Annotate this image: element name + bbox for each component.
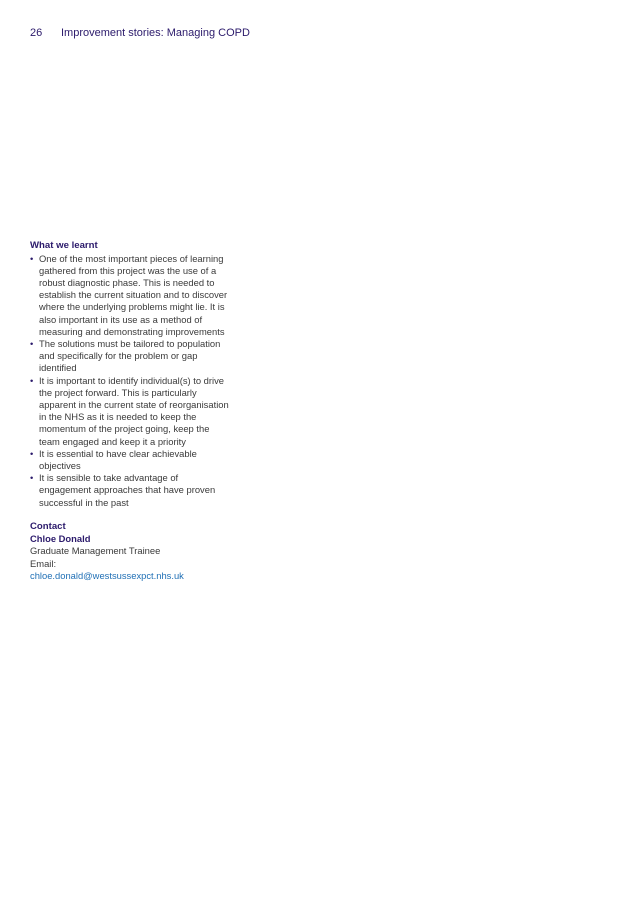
- bullet-icon: •: [30, 374, 34, 386]
- bullet-icon: •: [30, 447, 34, 459]
- list-item-text: It is essential to have clear achievable objectives: [39, 447, 197, 471]
- list-item: [30, 253, 230, 338]
- bullet-icon: •: [30, 472, 34, 484]
- learnt-list: [30, 253, 230, 509]
- list-item: [30, 448, 230, 472]
- bullet-icon: •: [30, 252, 34, 264]
- page-number: 26: [30, 27, 43, 39]
- list-item-text: The solutions must be tailored to population and specifically for the problem or gap identified: [39, 337, 221, 374]
- contact-email-link[interactable]: chloe.donald@westsussexpct.nhs.uk: [30, 569, 184, 581]
- page-header: [30, 27, 250, 39]
- contact-role: Graduate Management Trainee: [30, 545, 161, 557]
- list-item: [30, 375, 230, 448]
- contact-block: [30, 521, 230, 582]
- list-item: [30, 338, 230, 375]
- contact-heading: Contact: [30, 520, 66, 532]
- what-we-learnt-heading: What we learnt: [30, 240, 98, 251]
- list-item-text: It is important to identify individual(s) to drive the project forward. This is particularly apparent in the current state of reorganisation in the NHS as it is needed to keep the momentum of the project going, keep the team engaged and keep it a priority: [39, 374, 229, 447]
- list-item-text: One of the most important pieces of learning gathered from this project was the use of a robust diagnostic phase. This is needed to establish the current situation and to discover where the underlying problems might lie. It is also important in its use as a method of measuring and demonstrating improvements: [39, 252, 228, 337]
- email-label: Email:: [30, 557, 57, 569]
- learnt-column: [30, 240, 230, 582]
- list-item: [30, 472, 230, 509]
- contact-name: Chloe Donald: [30, 533, 91, 545]
- page-header-title: Improvement stories: Managing COPD: [61, 27, 250, 39]
- bullet-icon: •: [30, 337, 34, 349]
- list-item-text: It is sensible to take advantage of engagement approaches that have proven successful in the past: [39, 472, 216, 508]
